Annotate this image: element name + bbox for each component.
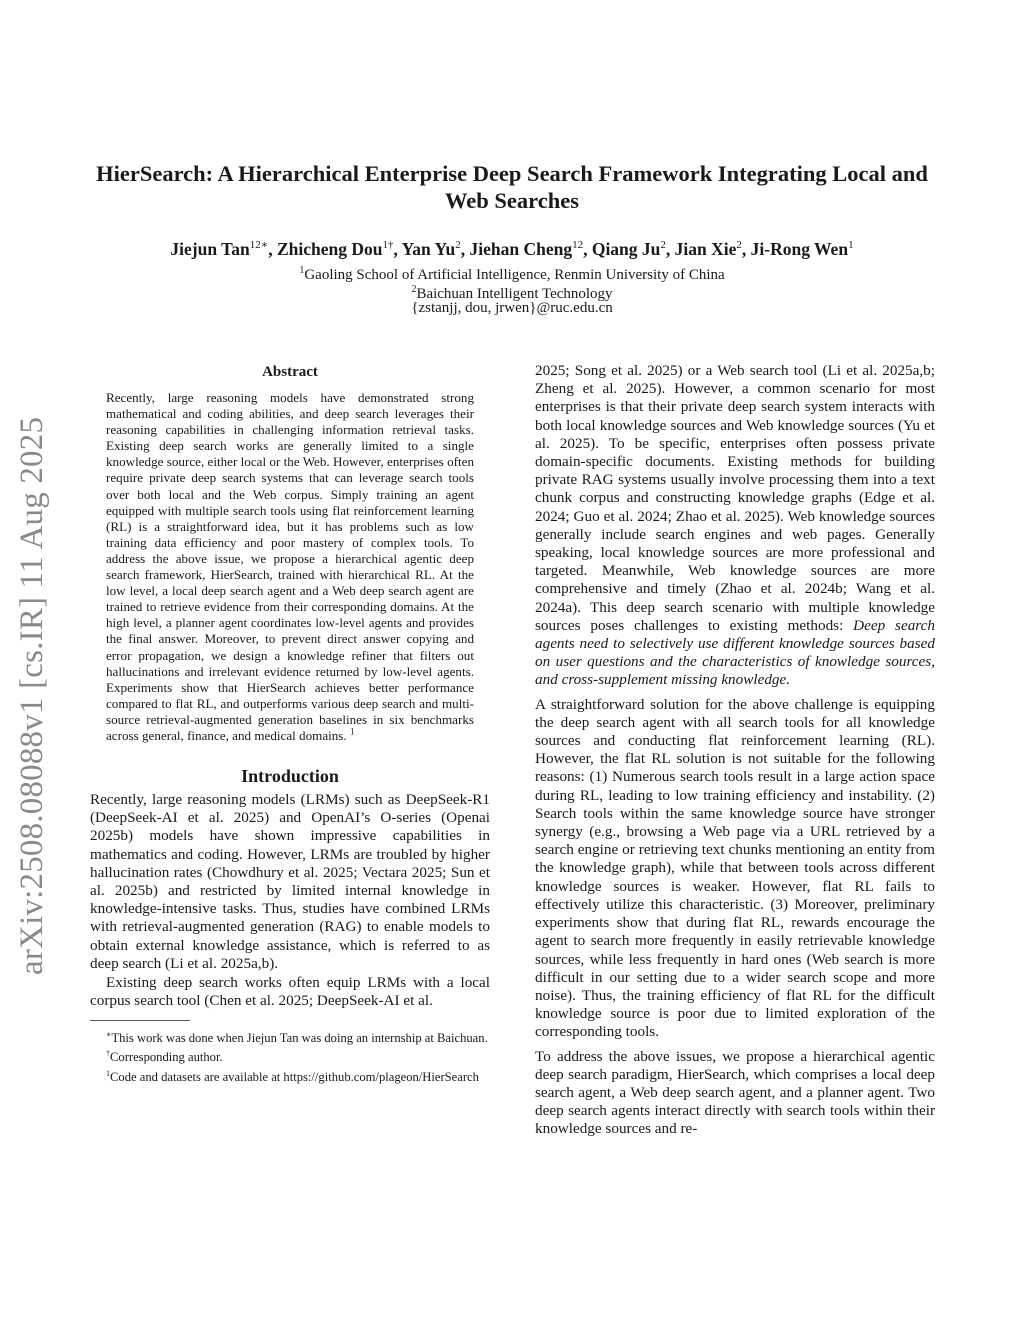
intro-paragraph-5: To address the above issues, we propose a hierarchical agentic deep search paradigm, HierSearch, which comprises a local deep search agent, a Web deep search agent, and a planner agent. Two deep search agents interact directly with search tools within their knowledge sources and re- <box>535 1047 935 1138</box>
author-name: Ji-Rong Wen <box>750 238 849 259</box>
author <box>170 239 277 259</box>
author <box>751 239 854 259</box>
author-sep: , <box>393 238 402 259</box>
intro-paragraph-2: Existing deep search works often equip LRMs with a local corpus search tool (Chen et al. 2025; DeepSeek-AI et al. <box>90 974 490 1010</box>
author <box>592 239 675 259</box>
footnote-mark: 1 <box>106 1068 110 1078</box>
affiliation-text: Gaoling School of Artificial Intelligence, Renmin University of China <box>304 267 725 283</box>
footnote-3 <box>90 1066 490 1086</box>
right-column <box>535 362 935 1139</box>
footnote-2 <box>90 1046 490 1066</box>
author-affil-mark: 2 <box>455 239 461 251</box>
intro-paragraph-4: A straightforward solution for the above challenge is equipping the deep search agent with all search tools for all knowledge sources and conducting flat reinforcement learning (RL). However, the flat RL solution is not suitable for the following reasons: (1) Numerous search tools result in a large action space during RL, leading to low training efficiency and instability. (2) Search tools within the same knowledge source have stronger synergy (e.g., browsing a Web page via a URL retrieved by a search engine or retrieving text chunks mentioning an entity from the knowledge graph), while that between tools across different knowledge sources is weaker. However, flat RL fails to effectively utilize this characteristic. (3) Moreover, preliminary experiments show that during flat RL, rewards encourage the agent to search more frequently in easily retrievable knowledge sources, while less frequently in hard ones (Web search is more difficult in our setting due to a wider search scope and more noise). Thus, the training efficiency of flat RL for the difficult knowledge source is poor due to limited exploration of the corresponding tools. <box>535 695 935 1041</box>
affiliation-text: Baichuan Intelligent Technology <box>416 286 613 302</box>
author-affil-mark: 2 <box>660 239 666 251</box>
paragraph-text: 2025; Song et al. 2025) or a Web search tool (Li et al. 2025a,b; Zheng et al. 2025). However, a common scenario for most enterprises is that their private deep search system interacts with both local knowledge sources and Web knowledge sources (Yu et al. 2025). To be specific, enterprises often possess private domain-specific documents. Existing methods for building private RAG systems usually involve processing them into a text chunk corpus and constructing knowledge graphs (Edge et al. 2024; Guo et al. 2024; Zhao et al. 2025). Web knowledge sources generally include search engines and web pages. Generally speaking, local knowledge sources are more professional and targeted. Meanwhile, Web knowledge sources are more comprehensive and timely (Zhao et al. 2024b; Wang et al. 2024a). This deep search scenario with multiple knowledge sources poses challenges to existing methods: <box>535 362 935 634</box>
arxiv-identifier: arXiv:2508.08088v1 [cs.IR] 11 Aug 2025 <box>14 416 50 975</box>
abstract-body <box>106 390 474 744</box>
author-affil-mark: 12 <box>572 239 584 251</box>
footnotes <box>90 1027 490 1086</box>
abstract-text: Recently, large reasoning models have demonstrated strong mathematical and coding abilities, and deep search leverages their reasoning capabilities in challenging information retrieval tasks. Existing deep search works are generally limited to a single knowledge source, either local or the Web. However, enterprises often require private deep search systems that can leverage search tools over both local and the Web corpus. Simply training an agent equipped with multiple search tools using flat reinforcement learning (RL) is a straightforward idea, but it has problems such as low training data efficiency and poor mastery of complex tools. To address the above issue, we propose a hierarchical agentic deep search framework, HierSearch, trained with hierarchical RL. At the low level, a local deep search agent and a Web deep search agent are trained to retrieve evidence from their corresponding domains. At the high level, a planner agent coordinates low-level agents and provides the final answer. Moreover, to prevent direct answer copying and error propagation, we design a knowledge refiner that filters out hallucinations and irrelevant evidence returned by low-level agents. Experiments show that HierSearch achieves better performance compared to flat RL, and outperforms various deep search and multi-source retrieval-augmented generation baselines in six benchmarks across general, finance, and medical domains. <box>106 390 474 743</box>
author-name: Zhicheng Dou <box>276 238 383 259</box>
author <box>675 239 751 259</box>
author-name: Jiejun Tan <box>170 238 250 259</box>
left-column <box>90 362 490 1086</box>
author-name: Jiehan Cheng <box>469 238 573 259</box>
author-affil-mark: 2 <box>736 239 742 251</box>
emphasized-challenge: Deep search agents need to selectively use different knowledge sources based on user questions and the characteristics of knowledge sources, and cross-supplement missing knowledge. <box>535 616 935 689</box>
affiliation-mark: 2 <box>411 284 417 295</box>
author-sep: , <box>460 238 470 259</box>
introduction-heading: Introduction <box>241 766 339 787</box>
author-emails: {zstanjj, dou, jrwen}@ruc.edu.cn <box>411 300 613 316</box>
intro-paragraph-3 <box>535 362 935 690</box>
author-name: Qiang Ju <box>591 238 661 259</box>
author-sep: , <box>583 238 592 259</box>
author-sep: , <box>741 238 751 259</box>
footnote-1 <box>90 1027 490 1047</box>
footnote-divider <box>90 1020 190 1021</box>
author <box>277 239 402 259</box>
author-affil-mark: 12∗ <box>249 239 269 251</box>
footnote-mark: ∗ <box>106 1029 112 1039</box>
author-list <box>90 234 934 260</box>
author <box>402 239 470 259</box>
affiliation-mark: 1 <box>299 265 305 276</box>
footnote-ref: 1 <box>349 726 355 737</box>
paper-title: HierSearch: A Hierarchical Enterprise Deep Search Framework Integrating Local and Web Searches <box>96 161 928 213</box>
author-name: Jian Xie <box>674 238 737 259</box>
author-sep: , <box>665 238 675 259</box>
author-sep: , <box>268 238 277 259</box>
author <box>469 239 591 259</box>
intro-paragraph-1: Recently, large reasoning models (LRMs) such as DeepSeek-R1 (DeepSeek-AI et al. 2025) and OpenAI’s O-series (Openai 2025b) models have shown impressive capabilities in mathematics and coding. However, LRMs are troubled by higher hallucination rates (Chowdhury et al. 2025; Vectara 2025; Sun et al. 2025b) and restricted by limited internal knowledge in knowledge-intensive tasks. Thus, studies have combined LRMs with retrieval-augmented generation (RAG) to enable models to obtain external knowledge assistance, which is referred to as deep search (Li et al. 2025a,b). <box>90 791 490 972</box>
footnote-mark: † <box>106 1049 110 1059</box>
abstract-heading: Abstract <box>262 364 318 380</box>
author-affil-mark: 1 <box>848 239 854 251</box>
author-name: Yan Yu <box>401 238 456 259</box>
footnote-text: This work was done when Jiejun Tan was doing an internship at Baichuan. <box>111 1030 488 1045</box>
author-affil-mark: 1† <box>382 239 394 251</box>
footnote-text: Corresponding author. <box>110 1050 223 1065</box>
footnote-text: Code and datasets are available at https://github.com/plageon/HierSearch <box>110 1070 479 1085</box>
